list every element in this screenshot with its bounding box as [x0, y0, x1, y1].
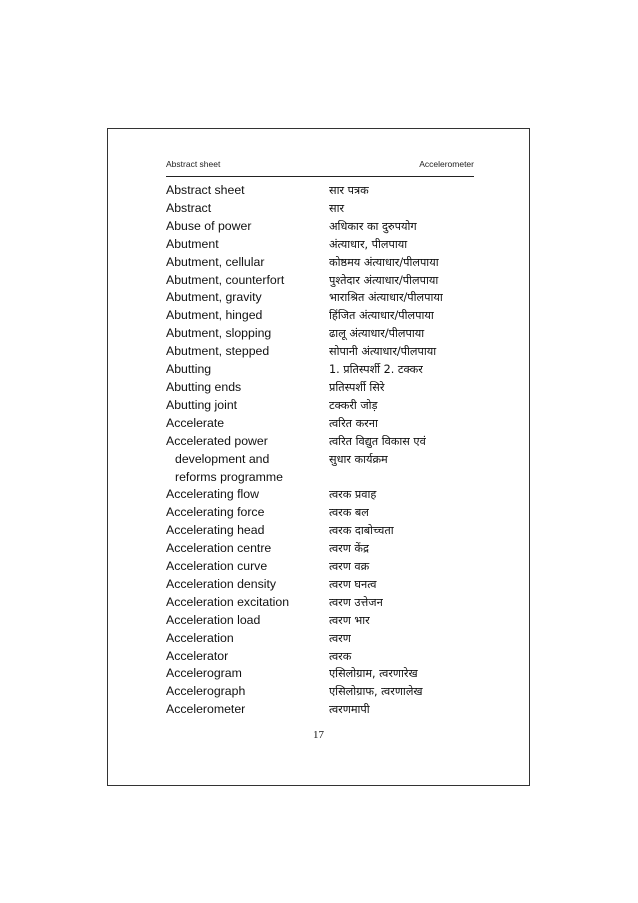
- hindi-equivalent-line: ढालू अंत्याधार/पीलपाया: [329, 327, 425, 341]
- glossary-entry: [166, 254, 486, 272]
- glossary-entry: [166, 272, 486, 290]
- hindi-equivalent: [329, 236, 486, 254]
- hindi-equivalent-line: त्वरण भार: [329, 613, 370, 627]
- english-term-line: Accelerometer: [166, 702, 246, 717]
- hindi-equivalent-line: त्वरक बल: [329, 506, 369, 520]
- glossary-entry: [166, 325, 486, 343]
- hindi-equivalent: [329, 683, 486, 701]
- english-term: [166, 325, 329, 343]
- english-term-line: Abutment, hinged: [166, 308, 263, 323]
- glossary-entry: [166, 361, 486, 379]
- hindi-equivalent-line: सार पत्रक: [329, 184, 369, 197]
- english-term-line: Abuse of power: [166, 218, 252, 233]
- glossary-entry: [166, 540, 486, 558]
- english-term: [166, 683, 329, 701]
- hindi-equivalent: [329, 325, 486, 343]
- hindi-equivalent-line: हिंजित अंत्याधार/पीलपाया: [329, 309, 434, 323]
- english-term-line: Acceleration: [166, 630, 234, 645]
- header-rule: [166, 176, 474, 177]
- hindi-equivalent-line: 1. प्रतिस्पर्शी 2. टक्कर: [329, 363, 423, 377]
- english-term-line: Abutting ends: [166, 379, 242, 394]
- english-term-line: Accelerating force: [166, 505, 265, 520]
- english-term-line: Acceleration load: [166, 612, 261, 627]
- hindi-equivalent: [329, 486, 486, 504]
- english-term-line: Abutment, gravity: [166, 290, 262, 305]
- english-term-line: reforms programme: [175, 469, 283, 484]
- hindi-equivalent-line: टक्करी जोड़: [329, 398, 378, 412]
- glossary-entry: [166, 683, 486, 701]
- english-term-line: Accelerated power: [166, 433, 268, 448]
- glossary-entry: [166, 558, 486, 576]
- english-term: [166, 433, 329, 487]
- header-first-term: Abstract sheet: [166, 159, 221, 169]
- glossary-entry: [166, 665, 486, 683]
- glossary-entry: [166, 236, 486, 254]
- hindi-equivalent-line: सुधार कार्यक्रम: [329, 452, 388, 466]
- hindi-equivalent-line: कोष्ठमय अंत्याधार/पीलपाया: [329, 255, 439, 269]
- hindi-equivalent-line: त्वरण केंद्र: [329, 542, 369, 556]
- glossary-entry: [166, 486, 486, 504]
- english-term: [166, 522, 329, 540]
- hindi-equivalent: [329, 522, 486, 540]
- glossary-entry: [166, 379, 486, 397]
- english-term-line: Abutting: [166, 362, 212, 377]
- glossary-entry: [166, 200, 486, 218]
- glossary-entry: [166, 612, 486, 630]
- english-term-line: Abutment, slopping: [166, 326, 272, 341]
- hindi-equivalent-line: त्वरणमापी: [329, 703, 370, 717]
- english-term: [166, 701, 329, 719]
- english-term: [166, 343, 329, 361]
- hindi-equivalent: [329, 594, 486, 612]
- english-term-line: Accelerating head: [166, 523, 265, 538]
- hindi-equivalent-line: प्रतिस्पर्शी सिरे: [329, 380, 385, 394]
- glossary-entry: [166, 594, 486, 612]
- hindi-equivalent-line: भाराश्रित अंत्याधार/पीलपाया: [329, 291, 443, 305]
- english-term: [166, 540, 329, 558]
- english-term: [166, 558, 329, 576]
- english-term-line: Acceleration excitation: [166, 594, 290, 609]
- hindi-equivalent-line: त्वरित करना: [329, 416, 378, 430]
- english-term-line: Abstract sheet: [166, 183, 245, 197]
- english-term: [166, 665, 329, 683]
- hindi-equivalent: [329, 612, 486, 630]
- english-term-line: Accelerogram: [166, 666, 242, 681]
- glossary-entry: [166, 504, 486, 522]
- english-term-line: Accelerating flow: [166, 487, 259, 502]
- english-term: [166, 379, 329, 397]
- glossary-entry: [166, 576, 486, 594]
- hindi-equivalent: [329, 379, 486, 397]
- english-term: [166, 612, 329, 630]
- hindi-equivalent: [329, 558, 486, 576]
- hindi-equivalent-line: त्वरित विद्युत विकास एवं: [329, 434, 426, 448]
- hindi-equivalent-line: त्वरण उत्तेजन: [329, 595, 383, 609]
- page-number: 17: [313, 729, 324, 741]
- glossary-entry: [166, 648, 486, 666]
- glossary-entry: [166, 289, 486, 307]
- hindi-equivalent: [329, 630, 486, 648]
- page-frame: [107, 128, 530, 786]
- hindi-equivalent: [329, 182, 486, 200]
- hindi-equivalent-line: अधिकार का दुरुपयोग: [329, 219, 417, 233]
- glossary-entry: [166, 218, 486, 236]
- english-term: [166, 254, 329, 272]
- english-term-line: Acceleration centre: [166, 541, 272, 556]
- hindi-equivalent: [329, 648, 486, 666]
- hindi-equivalent-line: सार: [329, 201, 345, 215]
- english-term: [166, 236, 329, 254]
- glossary-entry: [166, 522, 486, 540]
- english-term: [166, 594, 329, 612]
- english-term: [166, 576, 329, 594]
- english-term-line: Acceleration density: [166, 576, 277, 591]
- hindi-equivalent-line: त्वरक दाबोच्चता: [329, 524, 394, 538]
- english-term: [166, 218, 329, 236]
- glossary-entry: [166, 433, 486, 487]
- hindi-equivalent: [329, 218, 486, 236]
- hindi-equivalent: [329, 665, 486, 683]
- glossary-entry: [166, 415, 486, 433]
- glossary-entry: [166, 630, 486, 648]
- hindi-equivalent-line: त्वरण: [329, 631, 351, 645]
- english-term-line: Abutting joint: [166, 397, 238, 412]
- hindi-equivalent: [329, 576, 486, 594]
- english-term: [166, 648, 329, 666]
- english-term: [166, 504, 329, 522]
- glossary-entry: [166, 307, 486, 325]
- english-term-line: Abutment, stepped: [166, 344, 270, 359]
- hindi-equivalent: [329, 200, 486, 218]
- english-term-line: Accelerator: [166, 648, 229, 663]
- english-term-line: Abstract: [166, 200, 212, 215]
- english-term-line: Abutment, cellular: [166, 254, 265, 269]
- hindi-equivalent-line: एसिलोग्राफ, त्वरणालेख: [329, 685, 423, 699]
- english-term: [166, 200, 329, 218]
- hindi-equivalent: [329, 540, 486, 558]
- hindi-equivalent: [329, 289, 486, 307]
- english-term: [166, 630, 329, 648]
- hindi-equivalent: [329, 415, 486, 433]
- english-term: [166, 307, 329, 325]
- hindi-equivalent: [329, 361, 486, 379]
- hindi-equivalent-line: त्वरक: [329, 649, 352, 663]
- english-term-line: Abutment, counterfort: [166, 272, 285, 287]
- hindi-equivalent: [329, 397, 486, 415]
- hindi-equivalent: [329, 433, 486, 487]
- glossary-entry: [166, 701, 486, 719]
- hindi-equivalent: [329, 504, 486, 522]
- hindi-equivalent: [329, 307, 486, 325]
- english-term-line: Acceleration curve: [166, 559, 268, 574]
- hindi-equivalent-line: अंत्याधार, पीलपाया: [329, 237, 408, 251]
- english-term: [166, 272, 329, 290]
- hindi-equivalent-line: पुश्तेदार अंत्याधार/पीलपाया: [329, 273, 439, 287]
- english-term: [166, 415, 329, 433]
- english-term: [166, 397, 329, 415]
- header-last-term: Accelerometer: [419, 159, 474, 169]
- english-term: [166, 289, 329, 307]
- hindi-equivalent: [329, 701, 486, 719]
- glossary-entry: [166, 182, 486, 200]
- english-term: [166, 182, 329, 200]
- hindi-equivalent: [329, 343, 486, 361]
- running-head: [166, 159, 474, 175]
- glossary-entry: [166, 397, 486, 415]
- glossary-entry: [166, 343, 486, 361]
- hindi-equivalent-line: त्वरण घनत्व: [329, 577, 377, 591]
- english-term: [166, 486, 329, 504]
- hindi-equivalent: [329, 272, 486, 290]
- hindi-equivalent-line: सोपानी अंत्याधार/पीलपाया: [329, 345, 437, 359]
- english-term-line: Accelerograph: [166, 684, 246, 699]
- english-term: [166, 361, 329, 379]
- english-term-line: Abutment: [166, 236, 219, 251]
- hindi-equivalent-line: त्वरक प्रवाह: [329, 488, 377, 502]
- hindi-equivalent-line: एसिलोग्राम, त्वरणारेख: [329, 667, 418, 681]
- english-term-line: development and: [175, 451, 270, 466]
- hindi-equivalent: [329, 254, 486, 272]
- english-term-line: Accelerate: [166, 415, 225, 430]
- glossary-list: [166, 182, 486, 719]
- hindi-equivalent-line: त्वरण वक्र: [329, 560, 370, 574]
